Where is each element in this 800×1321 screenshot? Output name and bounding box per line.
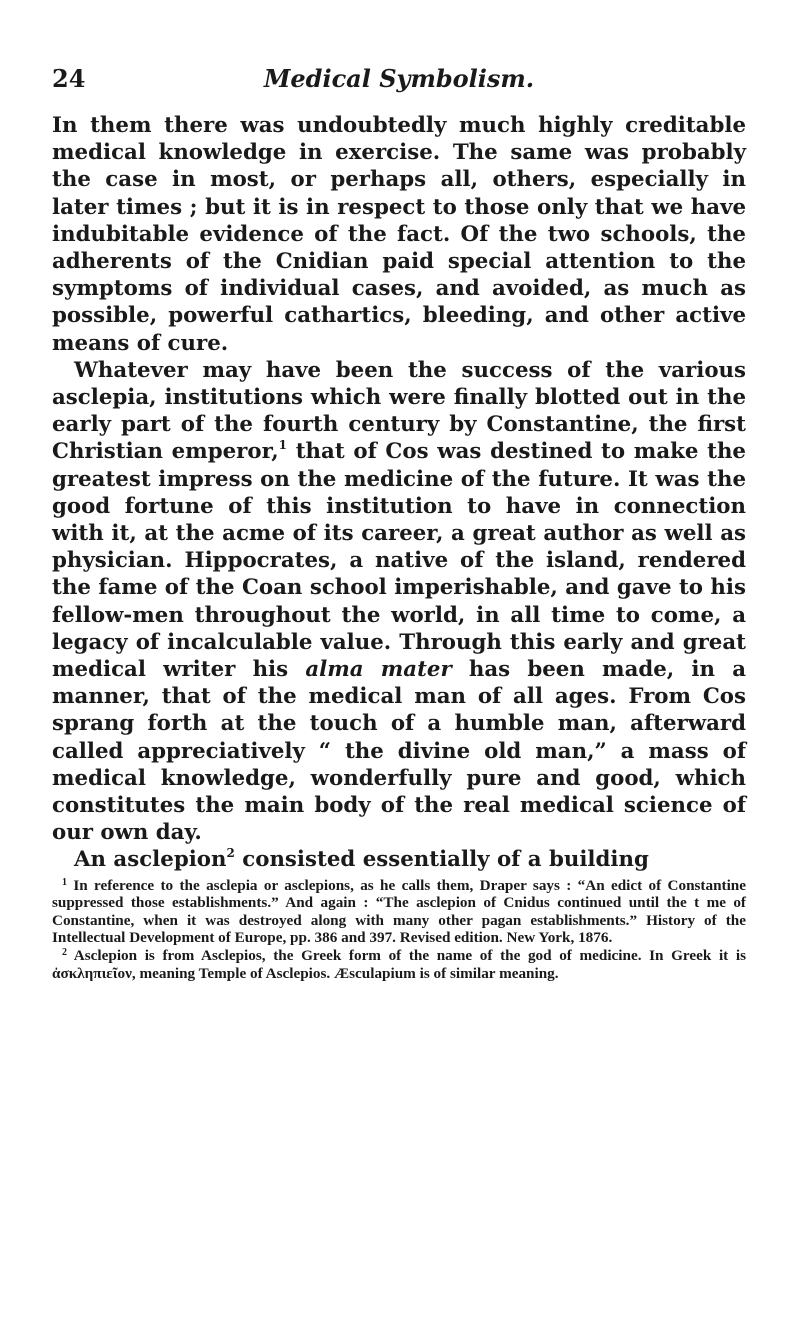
paragraph-2 xyxy=(52,357,746,847)
body-text xyxy=(52,112,746,874)
footnotes xyxy=(52,877,746,983)
footnote-2-text: Asclepion is from Asclepios, the Greek form of the name of the god of medicine. In Greek it is ἀσκληπιεῖον, meaning Temple of Asclepios. Æsculapium is of similar meaning. xyxy=(52,947,746,982)
footnote-1-mark: 1 xyxy=(62,876,67,888)
paragraph-2-part-a: Whatever may have been the success of the various asclepia, institutions which were finally blotted out in the early part of the fourth century by Constantine, the first Christian emperor, xyxy=(52,357,746,465)
footnote-1-text: In reference to the asclepia or asclepions, as he calls them, Draper says : “An edict of Constantine suppressed those establishments.” And again : “The asclepion of Cnidus continued until the t me of Constantine, when it was destroyed along with many other pagan establishments.” History of the Intellectual Development of Europe, pp. 386 and 397. Revised edition. New York, 1876. xyxy=(52,876,746,947)
paragraph-2-part-c: has been made, in a manner, that of the medical man of all ages. From Cos sprang forth at the touch of a humble man, afterward called appreciatively “ the divine old man,” a mass of medical knowledge, wonderfully pure and good, which constitutes the main body of the real medical science of our own day. xyxy=(52,657,746,846)
footnote-ref-1: 1 xyxy=(278,438,288,453)
running-head xyxy=(52,62,746,96)
paragraph-3 xyxy=(52,846,746,873)
footnote-2 xyxy=(52,947,746,982)
book-page xyxy=(52,62,746,982)
running-title: Medical Symbolism. xyxy=(263,64,535,93)
footnote-2-mark: 2 xyxy=(62,947,67,959)
footnote-1 xyxy=(52,877,746,947)
footnote-ref-2: 2 xyxy=(226,846,235,861)
paragraph-3-part-a: An asclepion xyxy=(74,847,227,873)
paragraph-3-part-b: consisted essentially of a building xyxy=(234,847,649,873)
paragraph-1: In them there was undoubtedly much highly creditable medical knowledge in exercise. The same was probably the case in most, or perhaps all, others, especially in later times ; but it is in respect to those only that we have indubitable evidence of the fact. Of the two schools, the adherents of the Cnidian paid special attention to the symptoms of individual cases, and avoided, as much as possible, powerful cathartics, bleeding, and other active means of cure. xyxy=(52,113,746,356)
paragraph-2-part-b: that of Cos was destined to make the greatest impress on the medicine of the future. It was the good fortune of this institution to have in connection with it, at the acme of its career, a great author as well as physician. Hippocrates, a native of the island, rendered the fame of the Coan school imperishable, and gave to his fellow-men throughout the world, in all time to come, a legacy of incalculable value. Through this early and great medical writer his xyxy=(52,439,746,683)
alma-mater-italic: alma mater xyxy=(305,657,452,683)
page-number: 24 xyxy=(52,64,86,93)
